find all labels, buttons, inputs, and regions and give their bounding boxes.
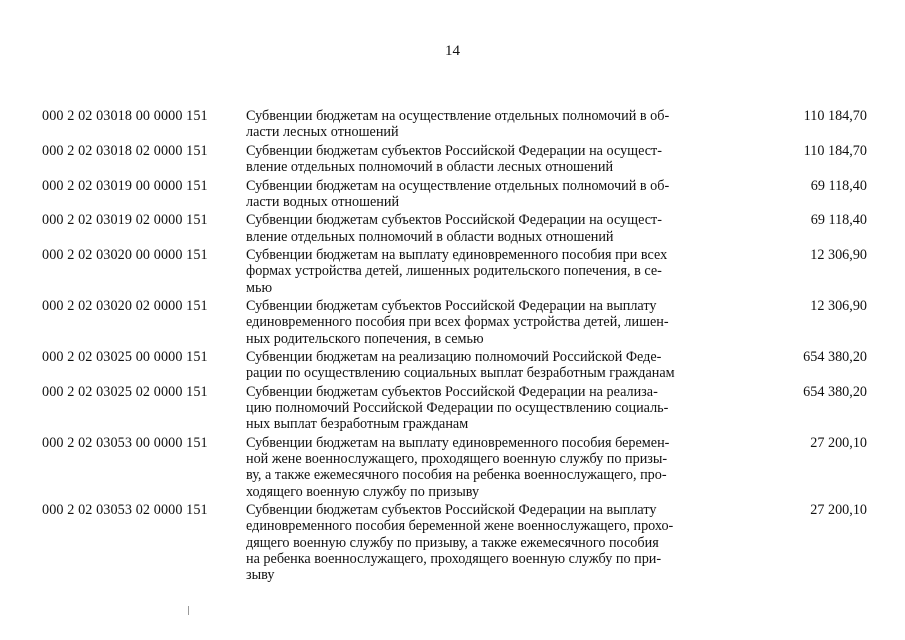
classification-code: 000 2 02 03019 00 0000 151	[42, 177, 208, 194]
description-line: на ребенка военнослужащего, проходящего военную службу по при-	[246, 550, 662, 567]
description-line: Субвенции бюджетам субъектов Российской Федерации на реализа-	[246, 383, 658, 400]
row-description	[246, 178, 716, 210]
row-description	[246, 384, 716, 433]
description-line: единовременного пособия беременной жене военнослужащего, прохо-	[246, 518, 674, 535]
classification-code: 000 2 02 03053 02 0000 151	[42, 502, 208, 519]
description-line: Субвенции бюджетам субъектов Российской Федерации на осущест-	[246, 142, 662, 159]
description-line: ходящего военную службу по призыву	[246, 483, 480, 500]
classification-code: 000 2 02 03053 00 0000 151	[42, 434, 208, 451]
table-row	[0, 212, 905, 244]
description-line: рации по осуществлению социальных выплат безработным гражданам	[246, 365, 675, 382]
table-row	[0, 298, 905, 347]
classification-code: 000 2 02 03019 02 0000 151	[42, 212, 208, 229]
row-description	[246, 247, 716, 296]
description-line: ласти водных отношений	[246, 193, 400, 210]
row-description	[246, 143, 716, 175]
classification-code: 000 2 02 03018 02 0000 151	[42, 142, 208, 159]
page-number: 14	[445, 43, 460, 59]
description-line: Субвенции бюджетам на осуществление отдельных полномочий в об-	[246, 177, 670, 194]
row-description	[246, 349, 716, 381]
description-line: Субвенции бюджетам субъектов Российской Федерации на выплату	[246, 298, 657, 315]
description-line: единовременного пособия при всех формах устройства детей, лишен-	[246, 314, 669, 331]
description-line: ных родительского попечения, в семью	[246, 330, 484, 347]
classification-code: 000 2 02 03025 02 0000 151	[42, 383, 208, 400]
row-amount: 27 200,10	[810, 434, 867, 451]
row-description	[246, 212, 716, 244]
row-description	[246, 502, 716, 583]
classification-code: 000 2 02 03020 00 0000 151	[42, 247, 208, 264]
row-description	[246, 108, 716, 140]
classification-code: 000 2 02 03020 02 0000 151	[42, 298, 208, 315]
classification-code: 000 2 02 03018 00 0000 151	[42, 108, 208, 124]
description-line: формах устройства детей, лишенных родительского попечения, в се-	[246, 263, 662, 280]
description-line: вление отдельных полномочий в области водных отношений	[246, 228, 614, 245]
table-row	[0, 384, 905, 433]
budget-table	[0, 108, 905, 586]
description-line: Субвенции бюджетам на выплату единовременного пособия при всех	[246, 247, 668, 264]
description-line: дящего военную службу по призыву, а также ежемесячного пособия	[246, 534, 659, 551]
table-row	[0, 108, 905, 140]
description-line: ласти лесных отношений	[246, 124, 399, 141]
table-row	[0, 178, 905, 210]
description-line: зыву	[246, 567, 275, 583]
row-description	[246, 435, 716, 500]
description-line: вление отдельных полномочий в области лесных отношений	[246, 159, 614, 175]
row-amount: 110 184,70	[803, 108, 867, 124]
description-line: Субвенции бюджетам субъектов Российской Федерации на выплату	[246, 502, 657, 519]
row-amount: 12 306,90	[810, 247, 867, 264]
classification-code: 000 2 02 03025 00 0000 151	[42, 349, 208, 366]
description-line: Субвенции бюджетам на реализацию полномочий Российской Феде-	[246, 349, 662, 366]
row-amount: 69 118,40	[810, 177, 867, 194]
description-line: Субвенции бюджетам на выплату единовременного пособия беремен-	[246, 434, 670, 451]
description-line: ву, а также ежемесячного пособия на ребенка военнослужащего, про-	[246, 467, 667, 484]
description-line: ной жене военнослужащего, проходящего военную службу по призы-	[246, 451, 668, 468]
row-amount: 27 200,10	[810, 502, 867, 519]
scan-speck	[188, 606, 189, 615]
row-amount: 69 118,40	[810, 212, 867, 229]
row-amount: 654 380,20	[803, 383, 867, 400]
row-amount: 12 306,90	[810, 298, 867, 315]
table-row	[0, 435, 905, 500]
description-line: мью	[246, 279, 273, 296]
table-row	[0, 502, 905, 583]
description-line: Субвенции бюджетам субъектов Российской Федерации на осущест-	[246, 212, 662, 229]
row-description	[246, 298, 716, 347]
row-amount: 110 184,70	[803, 142, 867, 159]
description-line: ных выплат безработным гражданам	[246, 416, 469, 433]
table-row	[0, 247, 905, 296]
table-row	[0, 143, 905, 175]
description-line: цию полномочий Российской Федерации по осуществлению социаль-	[246, 400, 669, 417]
table-row	[0, 349, 905, 381]
row-amount: 654 380,20	[803, 349, 867, 366]
description-line: Субвенции бюджетам на осуществление отдельных полномочий в об-	[246, 108, 670, 124]
